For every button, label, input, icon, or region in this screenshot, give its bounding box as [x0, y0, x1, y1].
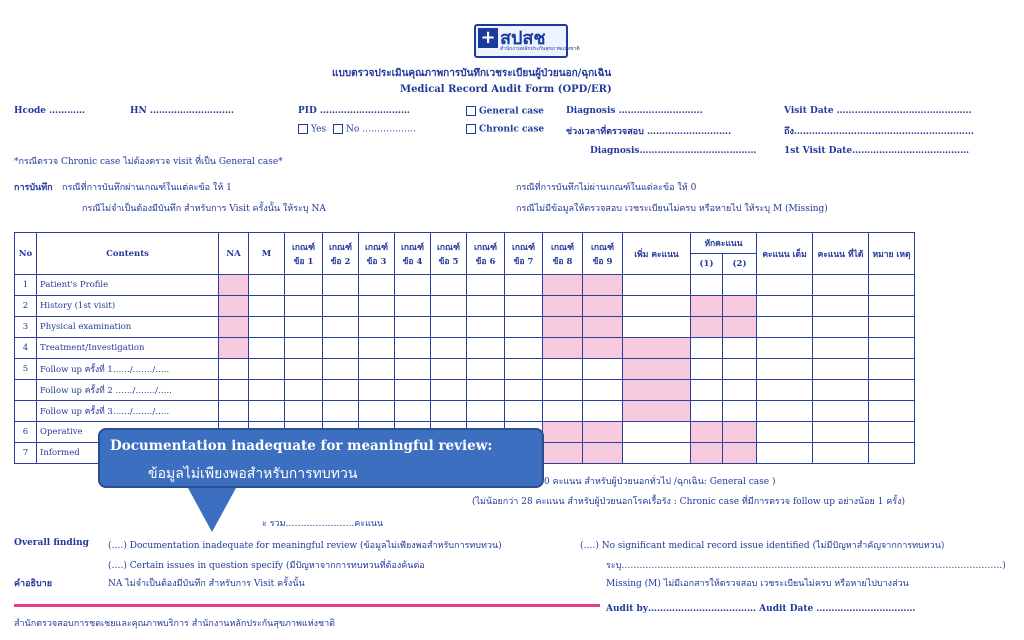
score-cell[interactable] [323, 275, 359, 296]
table-row [15, 317, 915, 338]
legend-na: NA ไม่จำเป็นต้องมีบันทึก สำหรับการ Visit ครั้งนั้น [108, 579, 305, 589]
score-cell[interactable] [505, 317, 543, 338]
score-cell[interactable] [285, 275, 323, 296]
score-cell[interactable] [219, 296, 249, 317]
header-deduct-1: (1) [691, 254, 723, 275]
row-number: 1 [15, 275, 37, 296]
callout-pointer [188, 488, 236, 532]
score-cell[interactable] [757, 422, 813, 443]
score-cell[interactable] [395, 401, 431, 422]
score-cell[interactable] [359, 380, 395, 401]
score-cell[interactable] [505, 296, 543, 317]
score-cell[interactable] [543, 380, 583, 401]
score-cell[interactable] [723, 422, 757, 443]
pid-field: PID ………………………… [298, 106, 410, 116]
score-cell[interactable] [691, 275, 723, 296]
row-number: 6 [15, 422, 37, 443]
score-cell[interactable] [691, 401, 723, 422]
score-cell[interactable] [359, 317, 395, 338]
score-cell[interactable] [757, 317, 813, 338]
score-cell[interactable] [813, 275, 869, 296]
score-cell[interactable] [583, 275, 623, 296]
header-criterion-8: เกณฑ์ ข้อ 8 [543, 233, 583, 275]
table-row [15, 338, 915, 359]
diagnosis2-field: Diagnosis………………………………… [590, 146, 757, 156]
score-cell[interactable] [623, 338, 691, 359]
score-cell[interactable] [691, 443, 723, 464]
score-cell[interactable] [623, 422, 691, 443]
score-cell[interactable] [219, 359, 249, 380]
score-cell[interactable] [723, 296, 757, 317]
score-cell[interactable] [543, 296, 583, 317]
score-cell[interactable] [285, 380, 323, 401]
general-case-row [466, 106, 544, 117]
score-cell[interactable] [467, 380, 505, 401]
title-thai: แบบตรวจประเมินคุณภาพการบันทึกเวชระเบียนผู้ป่วยนอก/ฉุกเฉิน [332, 68, 612, 79]
score-cell[interactable] [869, 359, 915, 380]
header-criterion-2: เกณฑ์ ข้อ 2 [323, 233, 359, 275]
score-cell[interactable] [285, 359, 323, 380]
totals-general: 0 คะแนน สำหรับผู้ป่วยนอกทั่วไป /ฉุกเฉิน: General case ) [544, 477, 776, 487]
row-content-label: Follow up ครั้งที่ 1……/……./….. [37, 359, 219, 380]
header-got-score: คะแนน ที่ได้ [813, 233, 869, 275]
score-cell[interactable] [249, 317, 285, 338]
row-number [15, 401, 37, 422]
no-checkbox[interactable] [333, 124, 343, 134]
score-cell[interactable] [249, 359, 285, 380]
first-visit-date-field: 1st Visit Date………………………………… [784, 146, 970, 156]
score-cell[interactable] [505, 359, 543, 380]
score-cell[interactable] [869, 422, 915, 443]
score-cell[interactable] [395, 380, 431, 401]
score-cell[interactable] [543, 401, 583, 422]
header-na: NA [219, 233, 249, 275]
totals-sum: ะ รวม…………………..คะแนน [262, 519, 384, 529]
score-cell[interactable] [813, 296, 869, 317]
score-cell[interactable] [431, 317, 467, 338]
score-cell[interactable] [249, 275, 285, 296]
header-m: M [249, 233, 285, 275]
score-cell[interactable] [285, 338, 323, 359]
header-criterion-5: เกณฑ์ ข้อ 5 [431, 233, 467, 275]
score-cell[interactable] [757, 401, 813, 422]
score-cell[interactable] [505, 338, 543, 359]
row-content-label: Operative [37, 422, 219, 443]
score-cell[interactable] [431, 359, 467, 380]
header-criterion-7: เกณฑ์ ข้อ 7 [505, 233, 543, 275]
score-cell[interactable] [219, 338, 249, 359]
hcode-field: Hcode ………… [14, 106, 86, 116]
yes-no-row [298, 124, 416, 135]
score-cell[interactable] [543, 359, 583, 380]
row-content-label: Follow up ครั้งที่ 2 ……/……./….. [37, 380, 219, 401]
score-cell[interactable] [869, 317, 915, 338]
score-cell[interactable] [219, 401, 249, 422]
row-content-label: Follow up ครั้งที่ 3……/……./….. [37, 401, 219, 422]
row-number: 2 [15, 296, 37, 317]
score-cell[interactable] [691, 338, 723, 359]
score-cell[interactable] [359, 401, 395, 422]
header-extra-score: เพิ่ม คะแนน [623, 233, 691, 275]
header-criterion-6: เกณฑ์ ข้อ 6 [467, 233, 505, 275]
score-cell[interactable] [505, 401, 543, 422]
general-case-label: General case [479, 106, 544, 117]
score-cell[interactable] [359, 359, 395, 380]
row-content-label: Physical examination [37, 317, 219, 338]
score-cell[interactable] [623, 296, 691, 317]
score-cell[interactable] [723, 401, 757, 422]
score-cell[interactable] [431, 338, 467, 359]
row-number: 7 [15, 443, 37, 464]
score-cell[interactable] [543, 338, 583, 359]
rule-pass: กรณีที่การบันทึกผ่านเกณฑ์ในแต่ละข้อ ให้ 1 [62, 183, 232, 193]
row-content-label: Informed [37, 443, 219, 464]
score-cell[interactable] [249, 380, 285, 401]
score-cell[interactable] [249, 296, 285, 317]
score-cell[interactable] [813, 338, 869, 359]
score-cell[interactable] [723, 317, 757, 338]
score-cell[interactable] [249, 338, 285, 359]
score-cell[interactable] [467, 317, 505, 338]
score-cell[interactable] [467, 401, 505, 422]
score-cell[interactable] [583, 380, 623, 401]
header-criterion-4: เกณฑ์ ข้อ 4 [395, 233, 431, 275]
score-cell[interactable] [543, 275, 583, 296]
audit-signature: Audit by……………………………… Audit Date …………………………… [606, 604, 916, 614]
score-cell[interactable] [723, 359, 757, 380]
header-deduct: หักคะแนน [691, 233, 757, 254]
score-cell[interactable] [395, 359, 431, 380]
rules-label: การบันทึก [14, 183, 53, 193]
header-criterion-3: เกณฑ์ ข้อ 3 [359, 233, 395, 275]
rule-fail: กรณีที่การบันทึกไม่ผ่านเกณฑ์ในแต่ละข้อ ให้ 0 [516, 183, 697, 193]
score-cell[interactable] [219, 380, 249, 401]
totals-chronic: (ไม่น้อยกว่า 28 คะแนน สำหรับผู้ป่วยนอกโรคเรื้อรัง : Chronic case ที่มีการตรวจ follow up อย่างน้อย 1 ครั้ง) [472, 497, 906, 507]
score-cell[interactable] [623, 401, 691, 422]
hn-field: HN ………………………. [130, 106, 234, 116]
score-cell[interactable] [869, 401, 915, 422]
score-cell[interactable] [757, 296, 813, 317]
score-cell[interactable] [467, 296, 505, 317]
table-row [15, 401, 915, 422]
finding-inadequate: (….) Documentation inadequate for meaningful review (ข้อมูลไม่เพียงพอสำหรับการทบทวน) [108, 541, 502, 551]
legend-missing: Missing (M) ไม่มีเอกสารให้ตรวจสอบ เวชระเบียนไม่ครบ หรือหายไปบางส่วน [606, 579, 909, 589]
header-no: No [15, 233, 37, 275]
score-cell[interactable] [869, 275, 915, 296]
general-case-checkbox[interactable] [466, 106, 476, 116]
score-cell[interactable] [757, 338, 813, 359]
header-contents: Contents [37, 233, 219, 275]
score-cell[interactable] [359, 275, 395, 296]
header-note: หมาย เหตุ [869, 233, 915, 275]
score-cell[interactable] [323, 380, 359, 401]
callout-box [98, 428, 544, 488]
table-row [15, 359, 915, 380]
score-cell[interactable] [813, 443, 869, 464]
score-cell[interactable] [467, 338, 505, 359]
score-cell[interactable] [219, 275, 249, 296]
score-cell[interactable] [623, 359, 691, 380]
table-row [15, 296, 915, 317]
score-cell[interactable] [583, 422, 623, 443]
score-cell[interactable] [505, 275, 543, 296]
score-cell[interactable] [813, 380, 869, 401]
callout-subtitle: ข้อมูลไม่เพียงพอสำหรับการทบทวน [148, 466, 358, 482]
score-cell[interactable] [395, 296, 431, 317]
score-cell[interactable] [323, 317, 359, 338]
footer-organization: สำนักตรวจสอบการชดเชยและคุณภาพบริการ สำนักงานหลักประกันสุขภาพแห่งชาติ [14, 619, 336, 629]
score-cell[interactable] [431, 380, 467, 401]
table-row [15, 275, 915, 296]
rule-missing: กรณีไม่มีข้อมูลให้ตรวจสอบ เวชระเบียนไม่ครบ หรือหายไป ให้ระบุ M (Missing) [516, 204, 828, 214]
score-cell[interactable] [813, 359, 869, 380]
finding-no-issue: (….) No significant medical record issue identified (ไม่มีปัญหาสำคัญจากการทบทวน) [580, 541, 945, 551]
header-criterion-9: เกณฑ์ ข้อ 9 [583, 233, 623, 275]
score-cell[interactable] [583, 338, 623, 359]
yes-label: Yes [311, 124, 327, 135]
score-cell[interactable] [543, 443, 583, 464]
score-cell[interactable] [395, 275, 431, 296]
logo-cross-icon: + [478, 28, 498, 48]
row-number: 4 [15, 338, 37, 359]
score-cell[interactable] [323, 359, 359, 380]
score-cell[interactable] [431, 401, 467, 422]
callout-title: Documentation inadequate for meaningful review: [110, 438, 493, 454]
score-cell[interactable] [623, 380, 691, 401]
score-cell[interactable] [583, 296, 623, 317]
score-cell[interactable] [467, 359, 505, 380]
score-cell[interactable] [467, 275, 505, 296]
score-cell[interactable] [359, 296, 395, 317]
score-cell[interactable] [813, 422, 869, 443]
score-cell[interactable] [723, 338, 757, 359]
diagnosis-field: Diagnosis ………………………. [566, 106, 703, 116]
header-full-score: คะแนน เต็ม [757, 233, 813, 275]
chronic-case-label: Chronic case [479, 124, 545, 135]
score-cell[interactable] [583, 443, 623, 464]
chronic-case-row [466, 124, 544, 135]
no-label: No ……………… [345, 124, 417, 135]
chronic-note: *กรณีตรวจ Chronic case ไม่ต้องตรวจ visit ที่เป็น General case* [14, 157, 283, 167]
score-cell[interactable] [691, 422, 723, 443]
score-cell[interactable] [691, 317, 723, 338]
to-date-field: ถึง…………………………………………………… [784, 127, 974, 137]
finding-specify: ระบุ……………………………………………………………………………………………………………….) [606, 561, 1006, 571]
score-cell[interactable] [623, 275, 691, 296]
logo-text: สปสช [500, 28, 546, 49]
chronic-case-checkbox[interactable] [466, 124, 476, 134]
legend-label: คำอธิบาย [14, 579, 53, 589]
score-cell[interactable] [813, 317, 869, 338]
score-cell[interactable] [249, 401, 285, 422]
title-english: Medical Record Audit Form (OPD/ER) [400, 84, 612, 95]
row-content-label: Treatment/Investigation [37, 338, 219, 359]
score-cell[interactable] [543, 317, 583, 338]
score-cell[interactable] [505, 380, 543, 401]
row-number: 5 [15, 359, 37, 380]
score-cell[interactable] [869, 443, 915, 464]
score-cell[interactable] [723, 275, 757, 296]
score-cell[interactable] [395, 338, 431, 359]
score-cell[interactable] [431, 275, 467, 296]
row-number [15, 380, 37, 401]
score-cell[interactable] [757, 359, 813, 380]
score-cell[interactable] [583, 401, 623, 422]
score-cell[interactable] [323, 296, 359, 317]
finding-issues: (….) Certain issues in question specify (มีปัญหาจากการทบทวนที่ต้องค้นต่อ [108, 561, 425, 571]
row-number: 3 [15, 317, 37, 338]
score-cell[interactable] [323, 401, 359, 422]
score-cell[interactable] [869, 380, 915, 401]
score-cell[interactable] [583, 317, 623, 338]
score-cell[interactable] [691, 296, 723, 317]
row-content-label: History (1st visit) [37, 296, 219, 317]
logo-subtitle: สำนักงานหลักประกันสุขภาพแห่งชาติ [500, 46, 580, 52]
score-cell[interactable] [323, 338, 359, 359]
score-cell[interactable] [431, 296, 467, 317]
yes-checkbox[interactable] [298, 124, 308, 134]
score-cell[interactable] [757, 443, 813, 464]
score-cell[interactable] [219, 317, 249, 338]
score-cell[interactable] [623, 317, 691, 338]
score-cell[interactable] [285, 296, 323, 317]
score-cell[interactable] [285, 317, 323, 338]
visit-date-field: Visit Date ……………………………………… [784, 106, 972, 116]
score-cell[interactable] [757, 380, 813, 401]
score-cell[interactable] [623, 443, 691, 464]
table-header-row [15, 233, 915, 254]
score-cell[interactable] [691, 359, 723, 380]
score-cell[interactable] [757, 275, 813, 296]
rule-na: กรณีไม่จำเป็นต้องมีบันทึก สำหรับการ Visit ครั้งนั้น ให้ระบุ NA [82, 204, 326, 214]
score-cell[interactable] [869, 296, 915, 317]
score-cell[interactable] [869, 338, 915, 359]
footer-divider [14, 604, 600, 607]
score-cell[interactable] [691, 380, 723, 401]
period-field: ช่วงเวลาที่ตรวจสอบ ………………………. [566, 127, 732, 137]
header-deduct-2: (2) [723, 254, 757, 275]
score-cell[interactable] [543, 422, 583, 443]
overall-finding-label: Overall finding [14, 538, 89, 548]
row-content-label: Patient's Profile [37, 275, 219, 296]
score-cell[interactable] [395, 317, 431, 338]
score-cell[interactable] [583, 359, 623, 380]
table-row [15, 380, 915, 401]
score-cell[interactable] [285, 401, 323, 422]
header-criterion-1: เกณฑ์ ข้อ 1 [285, 233, 323, 275]
score-cell[interactable] [723, 443, 757, 464]
score-cell[interactable] [723, 380, 757, 401]
score-cell[interactable] [813, 401, 869, 422]
score-cell[interactable] [359, 338, 395, 359]
